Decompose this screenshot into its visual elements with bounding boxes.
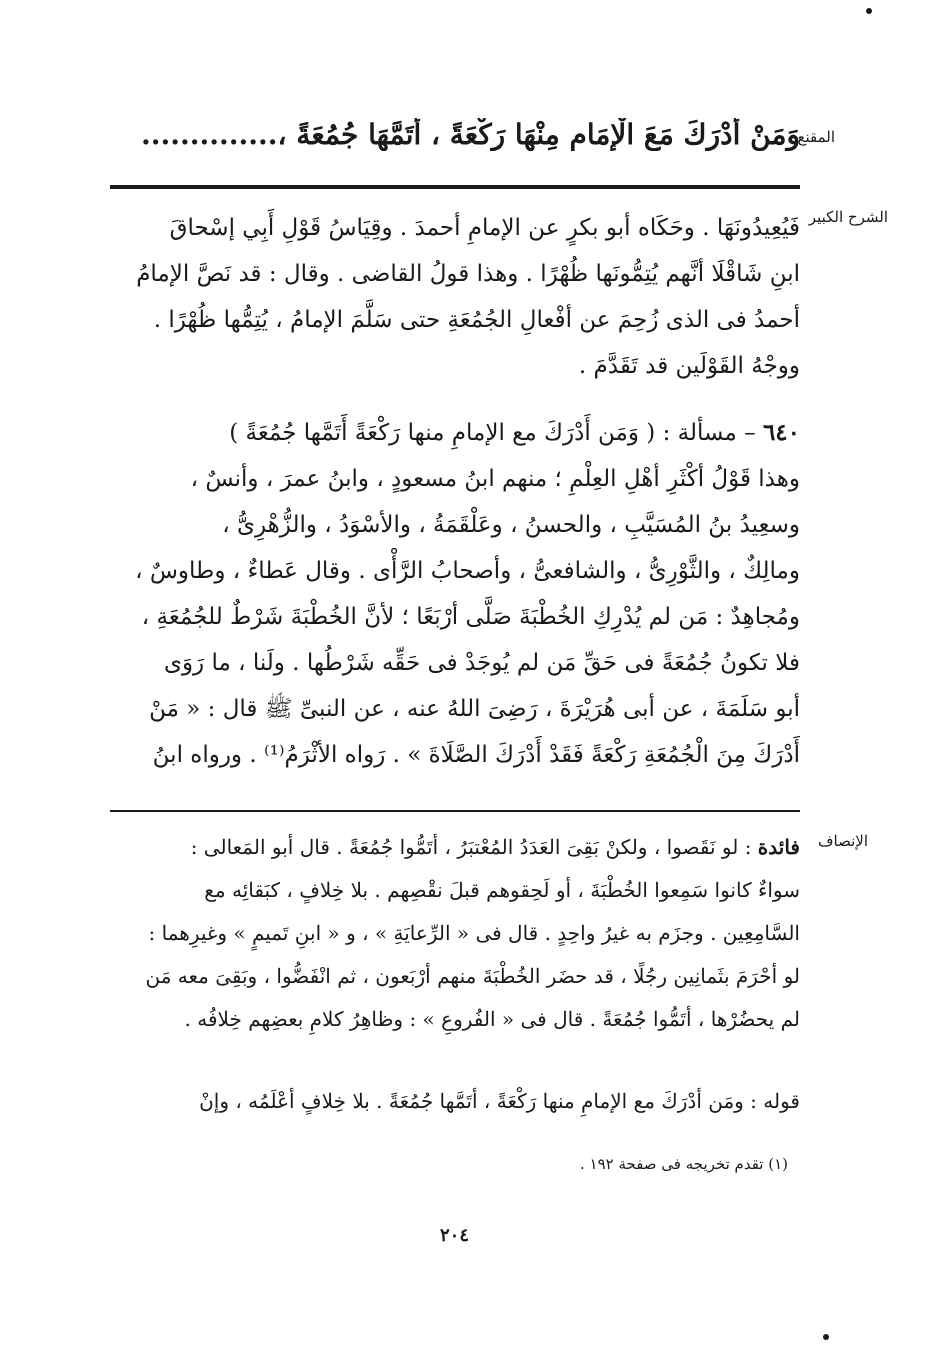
text-line: ابنِ شَاقْلَا أنَّهم يُتِمُّونَها ظُهْرًا . وهذا قولُ القاضى . وقال : قد نَصَّ الإمامُ: [136, 261, 800, 287]
section-rule-thick: [110, 185, 800, 189]
text-line: لو أحْرَمَ بثَمانِين رجُلًا ، قد حضَر الخُطْبَةَ منهم أرْبَعون ، ثم انْفَضُّوا ، وبَقِىَ معه مَن: [145, 964, 800, 988]
text-line: أبو سَلَمَةَ ، عن أبى هُرَيْرَةَ ، رَضِىَ اللهُ عنه ، عن النبىِّ ﷺ قال : « مَنْ: [149, 696, 800, 722]
insaf-text: [110, 826, 800, 1041]
page-mark-bottom: [823, 1334, 829, 1340]
sharh-paragraph-2: [110, 410, 800, 778]
faida-text: : لو نَقَصوا ، ولكنْ بَقِىَ العَدَدُ المُعْتبَرُ ، أتَمُّوا جُمُعَةً . قال أبو المَعالى :: [190, 835, 752, 859]
faida-label: فائدة: [757, 835, 800, 859]
section-rule-thin: [110, 810, 800, 812]
text-line: ومُجاهِدٌ : مَن لم يُدْرِكِ الخُطْبَةَ صَلَّى أرْبَعًا ؛ لأنَّ الخُطْبَةَ شَرْطٌ للجُمُعَةِ ،: [141, 604, 800, 630]
muqni-text: [110, 118, 800, 151]
masala-number: ٦٤٠: [762, 419, 800, 446]
masala-heading-text: – مسألة : ( وَمَن أَدْرَكَ مع الإمامِ منها رَكْعَةً أَتَمَّها جُمُعَةً ): [229, 420, 756, 446]
text-line: أحمدُ فى الذى زُحِمَ عن أفْعالِ الجُمُعَةِ حتى سَلَّمَ الإمامُ ، يُتِمُّها ظُهْرًا .: [153, 307, 800, 333]
text-line: قوله : ومَن أدْرَكَ مع الإمامِ منها رَكْعَةً ، أتَمَّها جُمُعَةً . بلا خِلافٍ أعْلَمُه ، وإنْ: [199, 1089, 800, 1113]
muqni-line: وَمَنْ أَدْرَكَ مَعَ الْإِمَامِ مِنْهَا رَكْعَةً ، أَتَمَّهَا جُمُعَةً ،..............: [141, 118, 800, 151]
sharh-label: الشرح الكبير: [808, 208, 888, 226]
text-line: لم يحضُرْها ، أتَمُّوا جُمُعَةً . قال فى « الفُروعِ » : وظاهِرُ كلامِ بعضِهم خِلافُه .: [184, 1007, 800, 1031]
page-number: ٢٠٤: [440, 1225, 470, 1246]
page-mark-top: [866, 8, 872, 14]
text-line: وهذا قَوْلُ أكْثَرِ أهْلِ العِلْمِ ؛ منهم ابنُ مسعودٍ ، وابنُ عمرَ ، وأنسٌ ،: [190, 466, 800, 492]
text-line: فلا تكونُ جُمُعَةً فى حَقِّ مَن لم يُوجَدْ فى حَقِّه شَرْطُها . ولَنا ، ما رَوَى: [163, 650, 800, 676]
footnote: (١) تقدم تخريجه فى صفحة ١٩٢ .: [579, 1155, 788, 1173]
insaf-label: الإنصاف: [817, 832, 868, 850]
text-line: السَّامِعِين . وجزَم به غيرُ واحِدٍ . قال فى « الرِّعايَةِ » ، و « ابنِ تَميمٍ » وغيرِهما :: [148, 921, 800, 945]
text-line: أَدْرَكَ مِنَ الْجُمُعَةِ رَكْعَةً فَقَدْ أَدْرَكَ الصَّلَاةَ » . رَواه الأثْرَمُ⁽¹⁾ . ورواه ابنُ: [152, 742, 800, 768]
text-line: وسعِيدُ بنُ المُسَيَّبِ ، والحسنُ ، وعَلْقَمَةُ ، والأسْوَدُ ، والزُّهْرِىُّ ،: [222, 512, 800, 538]
masala-heading-line: [110, 410, 800, 456]
text-line: سواءٌ كانوا سَمِعوا الخُطْبَةَ ، أو لَحِقوهم قبلَ نقْصِهم . بلا خِلافٍ ، كبَقائِه مع: [204, 878, 800, 902]
muqni-label: المقنع: [797, 128, 835, 146]
text-line: ومالِكٌ ، والثَّوْرِىُّ ، والشافعىُّ ، وأصحابُ الرَّأْى . وقال عَطاءٌ ، وطاوسٌ ،: [135, 558, 800, 584]
text-line: فَيُعِيدُونَهَا . وحَكَاه أبو بكرٍ عن الإمامِ أحمدَ . وقِيَاسُ قَوْلِ أَبِي إسْحاقَ: [169, 215, 800, 241]
insaf-last-paragraph: [110, 1080, 800, 1123]
sharh-paragraph-1: [110, 205, 800, 389]
faida-line: [110, 826, 800, 869]
text-line: ووجْهُ القَوْلَين قد تَقَدَّمَ .: [578, 353, 800, 379]
